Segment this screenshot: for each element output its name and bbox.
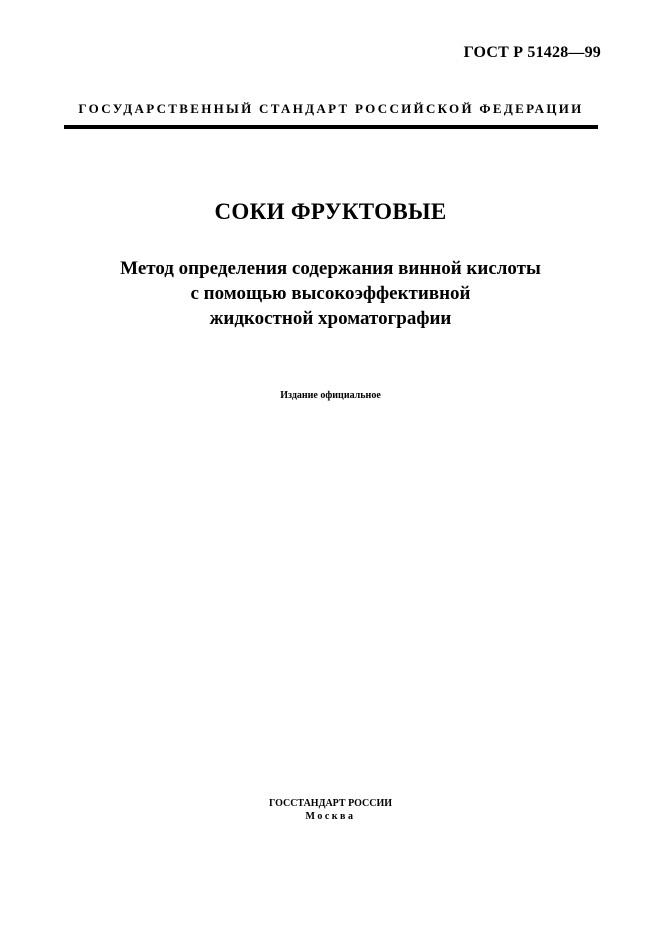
publication-city: Москва	[305, 811, 356, 822]
subtitle-line: жидкостной хроматографии	[209, 308, 452, 329]
document-code: ГОСТ Р 51428—99	[463, 44, 601, 61]
subtitle-line: с помощью высокоэффективной	[190, 283, 471, 304]
edition-note: Издание официальное	[280, 390, 381, 401]
page-title: СОКИ ФРУКТОВЫЕ	[214, 199, 447, 224]
publisher-name: ГОССТАНДАРТ РОССИИ	[268, 798, 393, 809]
document-subtitle	[0, 256, 661, 331]
state-standard-heading: ГОСУДАРСТВЕННЫЙ СТАНДАРТ РОССИЙСКОЙ ФЕДЕРАЦИИ	[78, 101, 584, 116]
header-divider	[64, 125, 598, 129]
subtitle-line: Метод определения содержания винной кислоты	[120, 258, 541, 279]
